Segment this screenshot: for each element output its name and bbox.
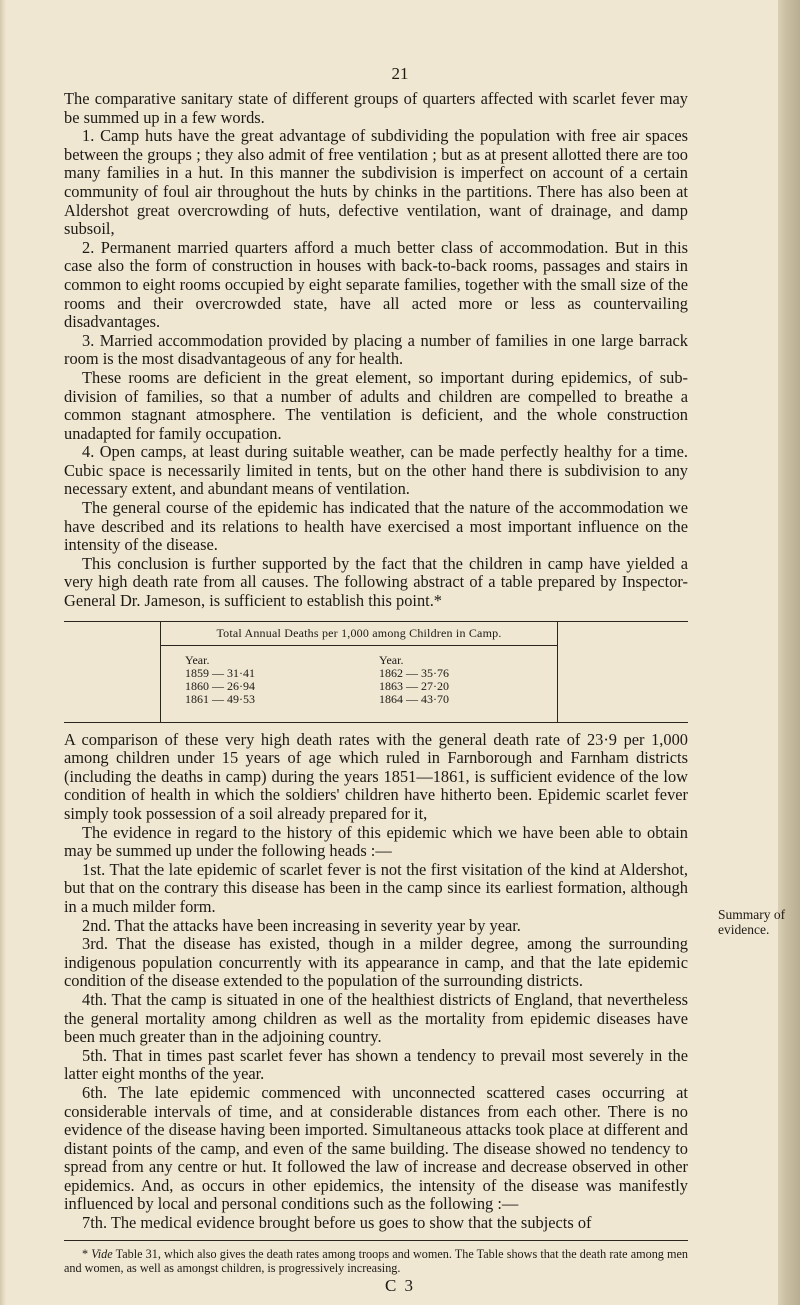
paragraph: 3. Married accommodation provided by placing a number of families in one large barrack room is the most disadvantageous of any for health. [64,330,688,369]
body-text [64,90,688,1233]
table-row: 1862 — 35·76 [379,665,449,680]
paragraph: 1. Camp huts have the great advantage of subdividing the population with free air spaces between the groups ; they also admit of free ventilation ; but as at present allotted there are too many families in a hut. In this manner the subdivision is imperfect on account of a certain community of foul air throughout the huts by chinks in the partitions. There has also been at Aldershot great overcrowding of huts, defective ventilation, want of drainage, and damp subsoil, [64,126,688,239]
paragraph: 7th. The medical evidence brought before us goes to show that the subjects of [82,1213,592,1233]
table-row: 1863 — 27·20 [379,678,449,693]
table-row: 1860 — 26·94 [185,678,255,693]
paragraph: 5th. That in times past scarlet fever has shown a tendency to prevail most severely in the latter eight months of the year. [64,1045,688,1084]
page-number: 21 [391,64,409,83]
footnote-vide: Vide [91,1247,113,1261]
paragraph: The general course of the epidemic has indicated that the nature of the accommodation we have described and its relations to health have exercised a most important influence on the intensity of the disease. [64,498,688,555]
footnote [64,1247,688,1275]
table-caption: Total Annual Deaths per 1,000 among Children in Camp. [161,622,557,646]
margin-note: Summary of evidence. [718,907,786,937]
page-left-edge [0,0,6,1305]
paragraph: 2. Permanent married quarters afford a much better class of accommodation. But in this case also the form of construction in houses with back-to-back rooms, passages and stairs in common to eight rooms occupied by eight separate families, together with the small size of the rooms and their overcrowded state, have all acted more or less as countervailing disadvantages. [64,237,688,332]
paragraph: The comparative sanitary state of different groups of quarters affected with scarlet fever may be summed up in a few words. [64,89,688,127]
table-column-left [185,654,335,706]
paragraph: The evidence in regard to the history of this epidemic which we have been able to obtain may be summed up under the following heads :— [64,822,688,861]
death-rate-table [64,621,688,723]
paragraph: These rooms are deficient in the great element, so important during epidemics, of sub-division of families, so that a number of adults and children are compelled to breathe a common stagnant atmosphere. The ventilation is deficient, and the whole construction unadapted for family occupation. [64,367,688,443]
table-column-right [379,654,529,706]
footnote-marker: * [82,1247,92,1261]
table-row: 1861 — 49·53 [185,691,255,706]
paragraph: 3rd. That the disease has existed, though in a milder degree, among the surrounding indigenous population concurrently with its appearance in camp, and that the late epidemic condition of the disease extended to the population of the surrounding districts. [64,934,688,991]
paragraph: A comparison of these very high death rates with the general death rate of 23·9 per 1,000 among children under 15 years of age which ruled in Farnborough and Farnham districts (including the deaths in camp) during the years 1851—1861, is sufficient evidence of the low condition of health in which the soldiers' children have hitherto been. Epidemic scarlet fever simply took possession of a soil already prepared for it, [64,729,688,823]
table-frame [160,622,558,722]
footnote-text: Table 31, which also gives the death rates among troops and women. The Table shows that the death rate among men and women, as well as amongst children, is progressively increasing. [64,1247,689,1275]
table-row: 1859 — 31·41 [185,665,255,680]
paragraph: 4. Open camps, at least during suitable weather, can be made perfectly healthy for a time. Cubic space is necessarily limited in tents, but on the other hand there is subdivision to any necessary extent, and abundant means of ventilation. [64,442,688,499]
page-right-edge [778,0,800,1305]
paragraph: 4th. That the camp is situated in one of the healthiest districts of England, that nevertheless the general mortality among children as well as the mortality from epidemic diseases have been much greater than in the adjoining country. [64,989,688,1047]
table-row: 1864 — 43·70 [379,691,449,706]
column-header: Year. [185,652,210,667]
paragraph: 6th. The late epidemic commenced with unconnected scattered cases occurring at considerable intervals of time, and at considerable distances from each other. There is no evidence of the disease having been imported. Simultaneous attacks took place at different and distant points of the camp, and even of the same building. The disease showed no tendency to spread from any centre or hut. It followed the law of increase and decrease observed in other epidemics. And, as occurs in other epidemics, the intensity of the disease was manifestly influenced by local and personal conditions such as the following :— [64,1082,688,1214]
signature-mark: C 3 [384,1276,416,1295]
column-header: Year. [379,652,404,667]
paragraph: 1st. That the late epidemic of scarlet fever is not the first visitation of the kind at Aldershot, but that on the contrary this disease has been in the camp since its earliest formation, although in a much milder form. [64,859,688,916]
paragraph: 2nd. That the attacks have been increasing in severity year by year. [82,915,521,935]
paragraph: This conclusion is further supported by the fact that the children in camp have yielded a very high death rate from all causes. The following abstract of a table prepared by Inspector-General Dr. Jameson, is sufficient to establish this point.* [64,553,688,611]
footnote-divider [64,1240,688,1241]
